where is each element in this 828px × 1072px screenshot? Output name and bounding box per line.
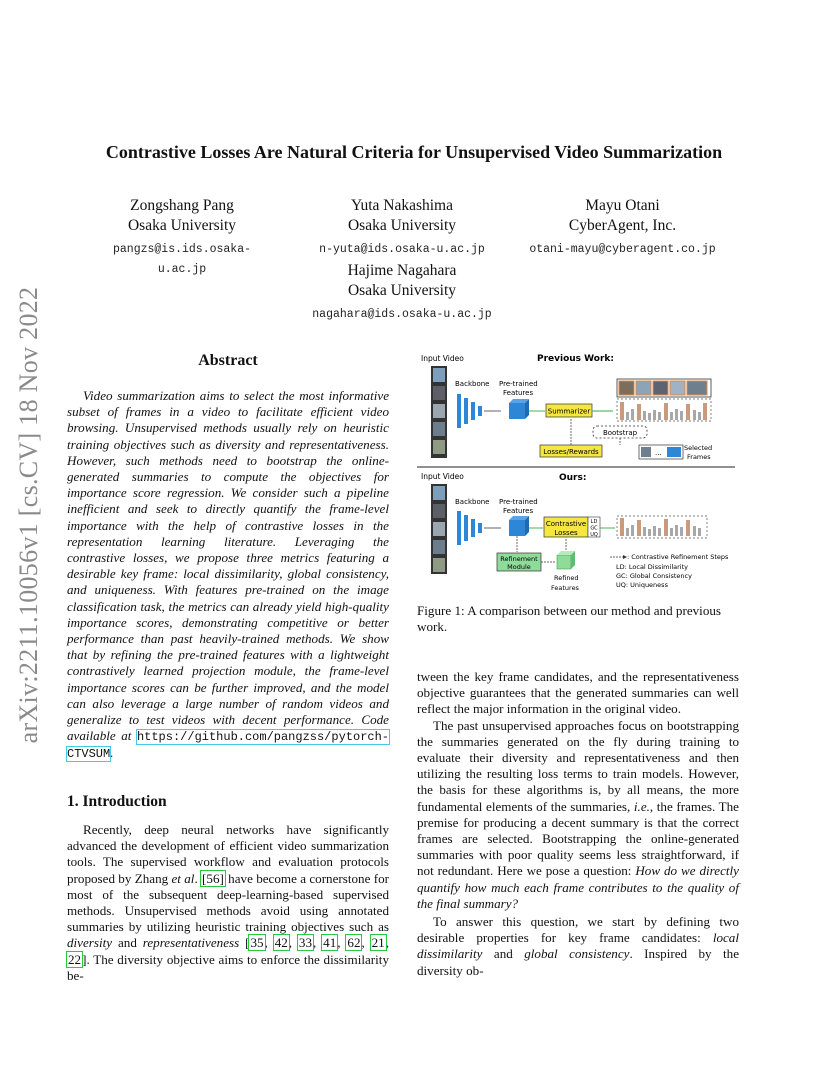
legend-ld: LD: Local Dissimilarity [616,563,688,571]
label-features: Features [503,507,534,515]
figure-legend [610,553,729,589]
code-link[interactable]: https://github.com/pangzss/pytorch-CTVSUM [67,730,389,762]
citation-link[interactable]: [56] [202,870,224,886]
para-text: . Inspired by the diversity ob- [417,946,740,978]
selected-frames-strip-top [617,379,711,397]
citation-link[interactable]: 35 [250,935,264,951]
author-email[interactable]: otani-mayu@cyberagent.co.jp [529,243,716,256]
label-features: Features [503,389,534,397]
legend-gc: GC: Global Consistency [616,572,692,580]
author-affiliation: Osaka University [347,217,457,234]
intro-text: representativeness [142,935,240,951]
para-text: local dissimilarity [417,930,739,962]
label-backbone: Backbone [455,380,490,388]
author-email[interactable]: n-yuta@ids.osaka-u.ac.jp [319,243,485,256]
label-ld: LD [590,519,598,525]
label-ours: Ours: [559,473,587,483]
author-3 [520,196,725,260]
para-text: i.e. [633,798,650,814]
label-losses-rewards: Losses/Rewards [543,448,599,456]
citation-link[interactable]: 33 [298,935,313,951]
citation-link[interactable]: 21 [371,935,385,951]
right-column-body [417,669,739,979]
label-previous-work: Previous Work: [537,354,614,364]
author-4 [297,261,507,325]
legend-steps: : Contrastive Refinement Steps [627,553,729,561]
para-text: global consistency [524,946,630,962]
importance-bars-prev [617,399,711,421]
figure-caption: Figure 1: A comparison between our method and previous work. [417,603,722,635]
introduction-body: Recently, deep neural networks have significantly advanced the development of efficient video summarization tools. The supervised workflow and evaluation protocols proposed by Zhang et al. [56] have become a cornerstone for most of the subsequent deep-learning-based supervised methods. Unsupervised methods avoid using annotated summaries by utilizing heuristic training objectives such as diversity and representativeness [35, 42, 33, 41, 62, 21, 22]. The diversity objective aims to enforce the dissimilarity be- [67,822,389,983]
author-name: Yuta Nakashima [350,197,453,214]
citation-link[interactable]: 62 [347,935,361,951]
citation-link[interactable]: 41 [323,935,337,951]
para-text: How do we directly quantify how much each frame contributes to the quality of the final summary? [417,863,739,911]
label-bootstrap: Bootstrap [602,429,638,437]
author-affiliation: CyberAgent, Inc. [568,217,677,234]
label-gc: GC [590,525,598,532]
label-input-video: Input Video [421,472,464,481]
label-frames: Frames [687,453,711,461]
paragraph [417,718,739,912]
refined-feature-cube-icon [557,551,575,569]
label-backbone: Backbone [455,498,490,506]
citation-link[interactable]: 42 [274,935,288,951]
label-summarizer: Summarizer [547,407,591,416]
svg-text:...: ... [655,449,662,457]
feature-cube-icon [509,516,529,536]
label-features: Features [551,584,579,592]
author-email[interactable]: pangzs@is.ids.osaka-u.ac.jp [112,243,252,276]
paragraph: tween the key frame candidates, and the representativeness objective guarantees that the generated summaries can well reflect the major information in the original video. [417,669,739,717]
citation-link[interactable]: 22 [68,951,82,967]
label-refined: Refined [554,574,579,582]
para-text: , the frames. The premise for producing a decent summary is that the correct frames are selected. Bootstrapping the online-generated summaries with poor quality seems less straightforward, if not redundant. Here we pose a question: [417,798,739,879]
abstract-end: . [110,745,114,761]
paragraph [417,914,739,979]
input-video-frames-prev [431,366,447,458]
abstract-body [67,388,389,763]
intro-text: . The diversity objective aims to enforce the dissimilarity be- [67,951,389,983]
intro-text: . [194,870,202,886]
label-pretrained: Pre-trained [499,380,538,388]
backbone-icon [457,511,482,545]
author-name: Hajime Nagahara [347,262,457,279]
intro-text: and [112,935,143,951]
input-video-frames-ours [431,484,447,574]
arxiv-stamp: arXiv:2211.10056v1 [cs.CV] 18 Nov 2022 [14,286,43,744]
legend-uq: UQ: Uniqueness [616,581,668,589]
label-losses: Losses [554,529,578,537]
feature-cube-icon [509,399,529,419]
author-name: Mayu Otani [585,197,660,214]
importance-bars-ours [617,516,707,538]
label-contrastive: Contrastive [545,520,587,528]
intro-text: et al [171,870,195,886]
backbone-icon [457,394,482,428]
author-affiliation: Osaka University [127,217,237,234]
author-1 [97,196,267,280]
abstract-text: Video summarization aims to select the most informative subset of frames in a video to facilitate efficient video browsing. Unsupervised methods usually rely on heuristic training objectives such as diversity and representativeness. However, such methods need to bootstrap the online-generated summaries to compute the objectives for importance score regression. We consider such a pipeline inefficient and seek to directly quantify the frame-level importance with the help of contrastive losses in the representation learning literature. Leveraging the contrastive losses, we propose three metrics featuring a desirable key frame: local dissimilarity, global consistency, and uniqueness. With features pre-trained on the image classification task, the metrics can already yield high-quality importance scores, demonstrating competitive or better performance than past heavily-trained methods. We show that by refining the pre-trained features with a lightweight contrastively learned projection module, the frame-level importance scores can be further improved, and the model can also leverage a large number of random videos and generalize to test videos with decent performance. Code available at [67,388,389,744]
label-input-video: Input Video [421,354,464,363]
intro-text: Recently, deep neural networks have significantly advanced the development of efficient video summarization tools. The supervised workflow and evaluation protocols proposed by Zhang [67,822,389,886]
author-name: Zongshang Pang [130,197,234,214]
para-text: and [482,946,525,962]
intro-text: have become a cornerstone for most of the subsequent deep-learning-based supervised methods. Unsupervised methods avoid using annotated summaries by utilizing heuristic training objectives such as [67,870,389,935]
para-text: To answer this question, we start by defining two desirable properties for key frame candidates: [417,914,739,946]
figure-1 [417,346,739,596]
label-refinement: Refinement [500,555,538,563]
intro-text: diversity [67,935,113,951]
label-selected: Selected [684,444,713,452]
author-2 [307,196,497,260]
label-pretrained: Pre-trained [499,498,538,506]
paper-title: Contrastive Losses Are Natural Criteria for Unsupervised Video Summarization [105,142,723,162]
author-affiliation: Osaka University [347,282,457,299]
section-heading-introduction: 1. Introduction [67,793,167,810]
abstract-heading: Abstract [198,352,258,369]
para-text: The past unsupervised approaches focus on bootstrapping the summaries generated on the fly during training to evaluate their diversity and representativeness and then utilizing the resulting loss terms to train models. However, the basis for these algorithms is, by all means, the more fundamental elements of the summaries, [417,717,739,814]
selected-frames-strip [639,445,683,459]
label-uq: UQ [590,532,598,538]
author-email[interactable]: nagahara@ids.osaka-u.ac.jp [312,308,492,321]
label-module: Module [507,563,531,571]
